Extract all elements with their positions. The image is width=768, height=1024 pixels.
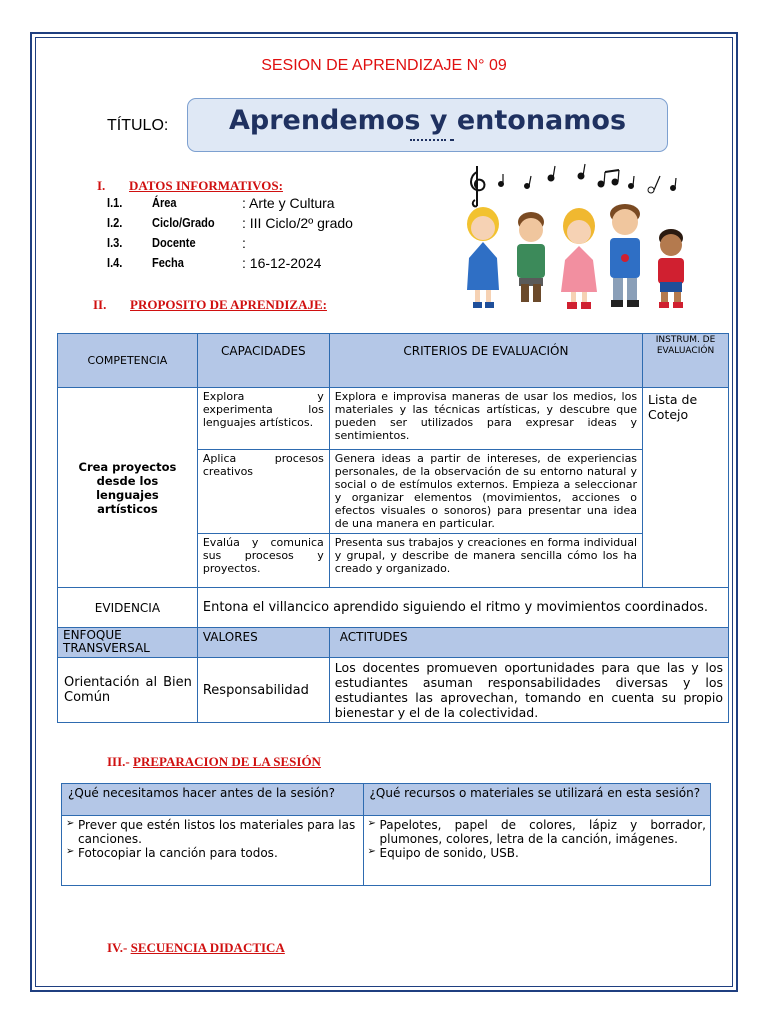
child-figure-5 [658,229,684,308]
evidencia-text: Entona el villancico aprendido siguiendo el ritmo y movimientos coordinados. [197,588,728,628]
answer-cell-2 [363,816,710,886]
section-number: I. [97,178,106,193]
title-decoration [410,139,446,141]
info-row-fecha [107,255,407,275]
info-label: Fecha [152,255,184,270]
header-question-1: ¿Qué necesitamos hacer antes de la sesión? [62,784,364,816]
info-key: I.2. [107,215,123,230]
titulo-label: TÍTULO: [107,117,169,134]
session-title: SESION DE APRENDIZAJE N° 09 [261,57,507,74]
table-header-row [58,334,729,388]
list-item: ➢ Papelotes, papel de colores, lápiz y borrador, plumones, colores, letra de la canción, imágenes. [368,818,706,846]
title-box [187,98,668,152]
table-row [62,816,711,886]
actitud-cell: Los docentes promueven oportunidades para que las y los estudiantes asuman responsabilidades diversas y los estudiantes las aprovechan, tomando en cuenta su propio bienestar y el de la colectividad. [329,658,728,723]
list-item: ➢ Equipo de sonido, USB. [368,846,706,860]
info-label: Docente [152,235,196,250]
info-label: Área [152,195,177,210]
section-number: IV.- [107,940,128,955]
evidencia-label: EVIDENCIA [58,588,198,628]
page-title: Aprendemos y entonamos [228,105,627,136]
table-row [58,388,729,450]
child-figure-1 [467,207,499,308]
info-label: Ciclo/Grado [152,215,215,230]
info-value: : [242,235,246,251]
competencia-cell: Crea proyectos desde los lenguajes artísticos [58,388,198,588]
section-number: II. [93,297,107,312]
title-decoration [450,139,454,141]
capacidad-cell: Aplica procesos creativos [197,450,329,534]
singing-children-illustration [455,162,695,322]
enfoque-header-row [58,628,729,658]
enfoque-row [58,658,729,723]
header-actitudes: ACTITUDES [329,628,728,658]
enfoque-cell: Orientación al Bien Común [58,658,198,723]
section-label: SECUENCIA DIDACTICA [130,940,285,955]
criterio-cell: Presenta sus trabajos y creaciones en forma individual y grupal, y describe de manera sencilla cómo los ha creado y organizado. [329,534,642,588]
info-row-docente [107,235,407,255]
info-row-area [107,195,407,215]
child-figure-3 [561,208,597,309]
section-heading-preparacion [107,754,321,770]
section-label: PROPOSITO DE APRENDIZAJE: [130,297,327,312]
header-valores: VALORES [197,628,329,658]
criterio-cell: Genera ideas a partir de intereses, de experiencias personales, de la observación de su entorno natural y social o de estímulos externos. Empieza a seleccionar y organizar elementos (movimientos, acciones o efectos visuales o sonoros) para presentar una idea de una manera en particular. [329,450,642,534]
instrumento-cell: Lista de Cotejo [643,388,729,588]
section-heading-secuencia [107,940,285,956]
header-question-2: ¿Qué recursos o materiales se utilizará en esta sesión? [363,784,710,816]
capacidad-cell: Explora y experimenta los lenguajes artísticos. [197,388,329,450]
evidencia-row [58,588,729,628]
info-value: : 16-12-2024 [242,255,322,271]
info-value: : Arte y Cultura [242,195,335,211]
valor-cell: Responsabilidad [197,658,329,723]
child-figure-4 [610,204,640,307]
header-criterios: CRITERIOS DE EVALUACIÓN [329,334,642,388]
list-item: ➢ Fotocopiar la canción para todos. [66,846,359,860]
info-key: I.3. [107,235,123,250]
header-capacidades: CAPACIDADES [197,334,329,388]
criterio-cell: Explora e improvisa maneras de usar los medios, los materiales y las técnicas artísticas, y descubre que pueden ser utilizados para expresar ideas y sentimientos. [329,388,642,450]
capacidad-cell: Evalúa y comunica sus procesos y proyectos. [197,534,329,588]
music-notes-icon [471,164,676,206]
section-label: PREPARACION DE LA SESIÓN [133,754,321,769]
info-row-ciclo [107,215,407,235]
proposito-table [57,333,729,723]
header-competencia: COMPETENCIA [58,334,198,388]
info-key: I.1. [107,195,123,210]
section-heading-proposito [93,297,327,313]
header-enfoque: ENFOQUE TRANSVERSAL [58,628,198,658]
list-item: ➢ Prever que estén listos los materiales para las canciones. [66,818,359,846]
header-instrumento: INSTRUM. DE EVALUACIÓN [643,334,729,388]
child-figure-2 [517,212,545,302]
answer-cell-1 [62,816,364,886]
preparacion-table [61,783,711,886]
info-key: I.4. [107,255,123,270]
info-value: : III Ciclo/2º grado [242,215,353,231]
table-header-row [62,784,711,816]
section-heading-datos [97,178,283,194]
section-label: DATOS INFORMATIVOS: [129,178,283,193]
section-number: III.- [107,754,130,769]
